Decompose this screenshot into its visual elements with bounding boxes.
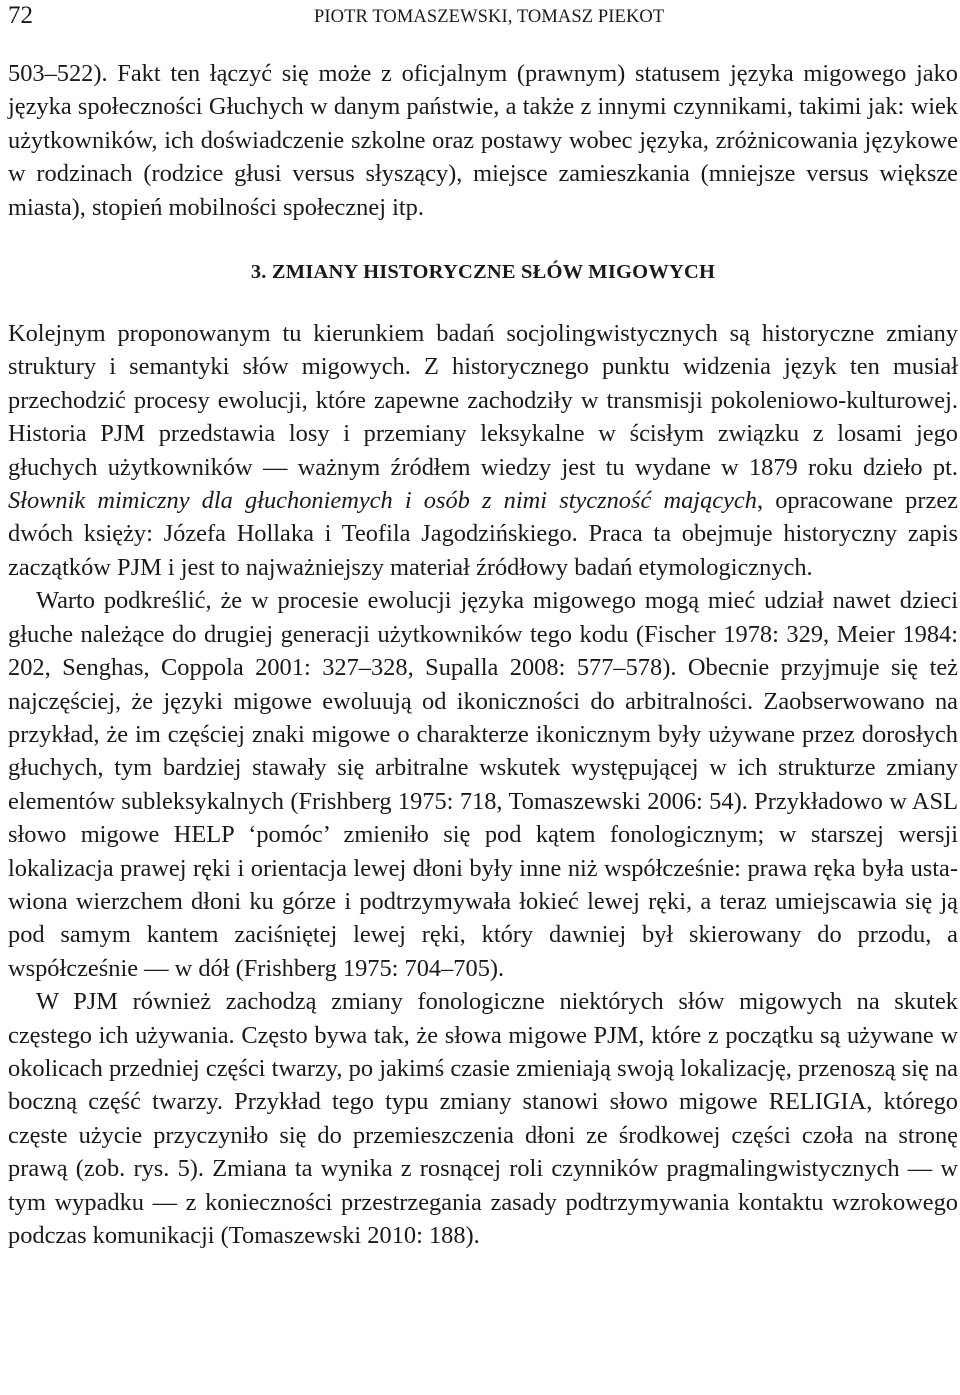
book-title: Słownik mimiczny dla głuchoniemych i osób z nimi styczność mających — [8, 487, 757, 515]
paragraph-text: Kolejnym proponowanym tu kierunkiem badań socjolingwistycznych są historyczne zmiany struktury i semantyki słów migowych. Z historycznego punktu widzenia język ten musiał przechodzić procesy ewolucji, które zapewne zachodziły w transmisji pokoleniowo-kulturowej. Historia PJM przedstawia losy i przemiany leksykalne w ścisłym związku z losami jego głuchych użytkowników — ważnym źródłem wiedzy jest tu wydane w 1879 roku dzieło pt. — [8, 320, 958, 481]
running-head-authors: PIOTR TOMASZEWSKI, TOMASZ PIEKOT — [314, 7, 665, 27]
section-heading: 3. ZMIANY HISTORYCZNE SŁÓW MIGOWYCH — [250, 261, 716, 284]
running-head — [6, 2, 958, 30]
paragraph-historical-changes — [8, 317, 958, 584]
body-text — [8, 57, 958, 1252]
paragraph-pjm-changes: W PJM również zachodzą zmiany fonologiczne niektórych słów migowych na skutek częstego ich używania. Często bywa tak, że słowa migowe PJM, które z początku są używane w okolicach przedniej części twarzy, po jakimś czasie zmieniają swoją lokalizację, przenoszą się na boczną część twarzy. Przykład tego typu zmiany stanowi słowo migowe RELIGIA, którego częste użycie przyczyniło się do przemieszczenia dłoni ze środkowej części czoła na stronę prawą (zob. rys. 5). Zmiana ta wynika z rosnącej roli czynników pragmalingwistycznych — w tym wypadku — z konieczności przestrzegania zasady podtrzymywania kontaktu wzrokowego podczas komunikacji (Tomaszewski 2010: 188). — [8, 988, 958, 1249]
document-page — [6, 0, 958, 1395]
paragraph-text: , opracowane przez dwóch księży: Józefa Hollaka i Teofila Jagodzińskiego. Praca ta obejmuje historyczny zapis zaczątków PJM i jest to najważniejszy materiał źródłowy badań etymologicznych. — [8, 487, 958, 581]
page-number: 72 — [8, 2, 33, 29]
paragraph-evolution: Warto podkreślić, że w procesie ewolucji języka migowego mogą mieć udział nawet dzieci głuche należące do drugiej generacji użytkowników tego kodu (Fischer 1978: 329, Meier 1984: 202, Senghas, Coppola 2001: 327–328, Supalla 2008: 577–578). Obecnie przyjmuje się też najczęściej, że języki migowe ewoluują od ikoniczności do arbitralności. Zaobserwowano na przykład, że im częściej znaki migowe o charakterze ikonicznym były używane przez dorosłych głuchych, tym bardziej stawały się arbitralne wskutek występującej w ich strukturze zmiany elementów subleksykalnych (Frishberg 1975: 718, Tomaszewski 2006: 54). Przykładowo w ASL słowo migowe HELP ‘pomóc’ zmieniło się pod kątem fonologicznym; w starszej wersji lokalizacja prawej ręki i orientacja lewej dłoni były inne niż współcześnie: prawa ręka była ustawiona wierzchem dłoni ku górze i podtrzymywała łokieć lewej ręki, a teraz umiejscawia się ją pod samym kantem zaciśniętej lewej ręki, który dawniej był skierowany do przodu, a współcześnie — w dół (Frishberg 1975: 704–705). — [8, 587, 958, 982]
paragraph-continuation: 503–522). Fakt ten łączyć się może z oficjalnym (prawnym) statusem języka migowego jako języka społeczności Głuchych w danym państwie, a także z innymi czynnikami, takimi jak: wiek użytkowników, ich doświadczenie szkolne oraz postawy wobec języka, zróżnicowania językowe w rodzinach (rodzice głusi versus słyszący), miejsce zamieszkania (mniejsze versus większe miasta), stopień mobilności społecznej itp. — [8, 60, 958, 221]
